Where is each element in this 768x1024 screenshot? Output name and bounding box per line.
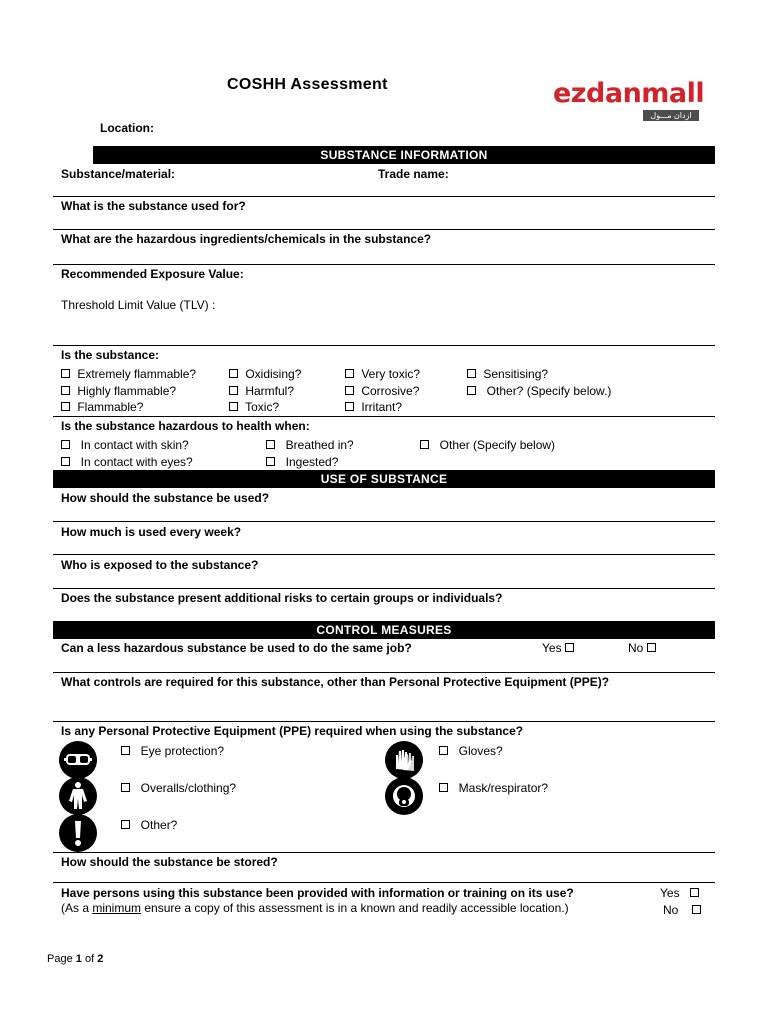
logo-subtext: ازدان مـــول xyxy=(643,110,699,121)
checkbox-icon[interactable] xyxy=(467,386,476,395)
checkbox-toxic[interactable]: Toxic? xyxy=(229,400,279,414)
checkbox-icon[interactable] xyxy=(565,643,574,652)
checkbox-icon[interactable] xyxy=(61,440,70,449)
checkbox-icon[interactable] xyxy=(229,402,238,411)
checkbox-icon[interactable] xyxy=(229,386,238,395)
divider xyxy=(53,588,715,589)
band-control-measures: CONTROL MEASURES xyxy=(53,621,715,639)
checkbox-icon[interactable] xyxy=(61,386,70,395)
checkbox-icon[interactable] xyxy=(121,746,130,755)
logo-text: ezdanmall xyxy=(553,78,705,109)
checkbox-icon[interactable] xyxy=(229,369,238,378)
checkbox-other-ppe[interactable]: Other? xyxy=(121,818,177,832)
divider xyxy=(53,721,715,722)
checkbox-irritant[interactable]: Irritant? xyxy=(345,400,402,414)
checkbox-contact-eyes[interactable]: In contact with eyes? xyxy=(61,455,193,469)
checkbox-ingested[interactable]: Ingested? xyxy=(266,455,338,469)
ezdanmall-logo xyxy=(553,80,703,122)
tlv-label: Threshold Limit Value (TLV) : xyxy=(61,298,216,312)
checkbox-icon[interactable] xyxy=(61,457,70,466)
q-who-exposed: Who is exposed to the substance? xyxy=(61,558,259,572)
checkbox-icon[interactable] xyxy=(345,369,354,378)
checkbox-eye-protection[interactable]: Eye protection? xyxy=(121,744,224,758)
checkbox-mask[interactable]: Mask/respirator? xyxy=(439,781,548,795)
q-controls: What controls are required for this substance, other than Personal Protective Equipment (PPE)? xyxy=(61,675,610,689)
checkbox-icon[interactable] xyxy=(439,746,448,755)
eye-protection-icon xyxy=(59,741,97,779)
checkbox-harmful[interactable]: Harmful? xyxy=(229,384,294,398)
checkbox-sensitising[interactable]: Sensitising? xyxy=(467,367,548,381)
checkbox-icon[interactable] xyxy=(439,783,448,792)
band-use-of-substance: USE OF SUBSTANCE xyxy=(53,470,715,488)
q-exposure: Recommended Exposure Value: xyxy=(61,267,244,281)
substance-label: Substance/material: xyxy=(61,167,176,181)
divider xyxy=(53,264,715,265)
page-title: COSHH Assessment xyxy=(227,76,388,93)
trade-name-label: Trade name: xyxy=(378,167,449,181)
q-is-substance: Is the substance: xyxy=(61,348,160,362)
checkbox-icon[interactable] xyxy=(121,783,130,792)
yes-checkbox[interactable]: Yes xyxy=(542,641,578,655)
checkbox-breathed-in[interactable]: Breathed in? xyxy=(266,438,354,452)
q-stored: How should the substance be stored? xyxy=(61,855,278,869)
checkbox-icon[interactable] xyxy=(266,440,275,449)
checkbox-icon[interactable] xyxy=(692,905,701,914)
q-hazardous-when: Is the substance hazardous to health when: xyxy=(61,419,310,433)
checkbox-overalls[interactable]: Overalls/clothing? xyxy=(121,781,236,795)
exclamation-warning-icon xyxy=(59,814,97,852)
training-no-checkbox[interactable]: No xyxy=(663,903,705,917)
checkbox-icon[interactable] xyxy=(121,820,130,829)
checkbox-icon[interactable] xyxy=(467,369,476,378)
divider xyxy=(53,852,715,853)
q-ingredients: What are the hazardous ingredients/chemicals in the substance? xyxy=(61,232,432,246)
divider xyxy=(53,196,715,197)
divider xyxy=(53,345,715,346)
checkbox-icon[interactable] xyxy=(345,402,354,411)
checkbox-icon[interactable] xyxy=(266,457,275,466)
checkbox-corrosive[interactable]: Corrosive? xyxy=(345,384,419,398)
page-footer: Page 1 of 2 xyxy=(47,953,104,965)
divider xyxy=(53,521,715,522)
q-how-much: How much is used every week? xyxy=(61,525,242,539)
checkbox-icon[interactable] xyxy=(61,402,70,411)
checkbox-icon[interactable] xyxy=(61,369,70,378)
checkbox-very-toxic[interactable]: Very toxic? xyxy=(345,367,420,381)
divider xyxy=(53,672,715,673)
checkbox-contact-skin[interactable]: In contact with skin? xyxy=(61,438,189,452)
checkbox-extremely-flammable[interactable]: Extremely flammable? xyxy=(61,367,196,381)
q-how-used: How should the substance be used? xyxy=(61,491,270,505)
checkbox-other-specify[interactable]: Other? (Specify below.) xyxy=(467,384,611,398)
training-yes-checkbox[interactable]: Yes xyxy=(660,886,703,900)
checkbox-oxidising[interactable]: Oxidising? xyxy=(229,367,301,381)
checkbox-gloves[interactable]: Gloves? xyxy=(439,744,503,758)
q-less-hazardous: Can a less hazardous substance be used to do the same job? xyxy=(61,641,412,655)
q-used-for: What is the substance used for? xyxy=(61,199,246,213)
divider xyxy=(53,554,715,555)
divider xyxy=(53,882,715,883)
checkbox-icon[interactable] xyxy=(647,643,656,652)
q-training: Have persons using this substance been provided with information or training on its use? xyxy=(61,886,574,900)
training-note: (As a minimum ensure a copy of this assessment is in a known and readily accessible location.) xyxy=(61,901,569,915)
divider xyxy=(53,229,715,230)
checkbox-flammable[interactable]: Flammable? xyxy=(61,400,143,414)
no-checkbox[interactable]: No xyxy=(628,641,660,655)
checkbox-icon[interactable] xyxy=(345,386,354,395)
band-substance-information: SUBSTANCE INFORMATION xyxy=(93,146,715,164)
checkbox-icon[interactable] xyxy=(690,888,699,897)
checkbox-other-route[interactable]: Other (Specify below) xyxy=(420,438,555,452)
location-label: Location: xyxy=(100,121,154,135)
checkbox-highly-flammable[interactable]: Highly flammable? xyxy=(61,384,176,398)
checkbox-icon[interactable] xyxy=(420,440,429,449)
gloves-icon xyxy=(385,741,423,779)
overalls-icon xyxy=(59,777,97,815)
mask-respirator-icon xyxy=(385,777,423,815)
q-additional-risks: Does the substance present additional risks to certain groups or individuals? xyxy=(61,591,503,605)
divider xyxy=(53,416,715,417)
q-ppe-required: Is any Personal Protective Equipment (PPE) required when using the substance? xyxy=(61,724,524,738)
